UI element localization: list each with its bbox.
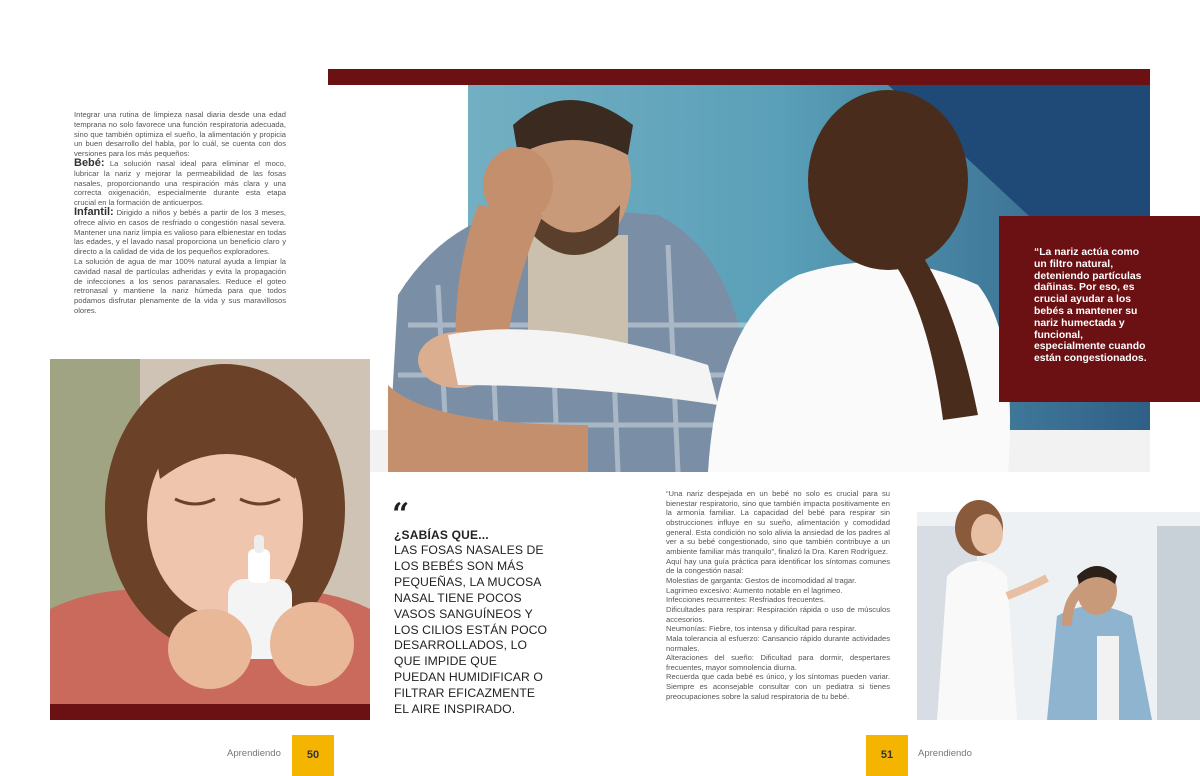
- right-text-block: [666, 489, 890, 701]
- page-number: 51: [880, 749, 894, 761]
- infantil-text: Dirigido a niños y bebés a partir de los 3 meses, ofrece alivio en casos de resfriado o congestión nasal severa. Mantener una nariz limpia es valioso para elbienestar en todas las edades, y el lavado nasal proporciona un beneficio claro y directo a la calidad de vida de los pequeños exploradores.: [74, 207, 286, 257]
- symptom-item: Alteraciones del sueño: Dificultad para dormir, despertares frecuentes, mayor somnolencia diurna.: [666, 653, 890, 672]
- symptom-item: Mala tolerancia al esfuerzo: Cansancio rápido durante actividades normales.: [666, 633, 890, 653]
- right-paragraph: “Una nariz despejada en un bebé no solo es crucial para su bienestar respiratorio, sino que también impacta positivamente en la armonía familiar. La capacidad del bebé para respirar sin obstrucciones influye en su sueño, alimentación y comodidad general. Esta condición no solo alivia la ansiedad de los padres al ver a su bebé congestionado, sino que también contribuye a un ambiente familiar más tranquilo”, finalizó la Dra. Karen Rodríguez.: [666, 489, 890, 556]
- symptom-item: Lagrimeo excesivo: Aumento notable en el lagrimeo.: [666, 585, 843, 595]
- did-you-know-title: ¿SABÍAS QUE...: [394, 528, 489, 542]
- bebe-paragraph: [74, 156, 286, 208]
- girl-photo-accent-bar: [50, 704, 370, 720]
- bebe-text: La solución nasal ideal para eliminar el moco, lubricar la nariz y mejorar la permeabilidad de las fosas nasales, proporcionando una respiración más clara y una correcta oxigenación, especialmente durante esta etapa crucial en la formación de anticuerpos.: [74, 158, 286, 208]
- intro-text-block: [74, 110, 286, 316]
- page-number-badge: [292, 735, 334, 776]
- symptom-item: Dificultades para respirar: Respiración rápida o uso de músculos accesorios.: [666, 604, 890, 624]
- did-you-know-text: LAS FOSAS NASALES DE LOS BEBÉS SON MÁS PEQUEÑAS, LA MUCOSA NASAL TIENE POCOS VASOS SANGUÍNEOS Y LOS CILIOS ESTÁN POCO DESARROLLADOS, LO QUE IMPIDE QUE PUEDAN HUMIDIFICAR O FILTRAR EFICAZMENTE EL AIRE INSPIRADO.: [394, 543, 548, 717]
- quote-mark-icon: “: [392, 497, 410, 532]
- intro-paragraph: Integrar una rutina de limpieza nasal diaria desde una edad temprana no solo favorece una función respiratoria adecuada, sino que también optimiza el sueño, la alimentación y propicia un buen desarrollo del habla, por lo cuál, se cuenta con dos versiones para los más pequeños:: [74, 110, 286, 159]
- page-number-badge: [866, 735, 908, 776]
- right-paragraph: Aquí hay una guía práctica para identificar los síntomas comunes de la congestión nasal:: [666, 556, 890, 576]
- pull-quote-text: “La nariz actúa como un filtro natural, deteniendo partículas dañinas. Por eso, es crucial ayudar a los bebés a mantener su nariz humectada y funcional, especialmente cuando están congestionados.: [1034, 247, 1147, 365]
- page-number: 50: [306, 749, 320, 761]
- girl-nasal-spray-photo: [50, 359, 370, 704]
- closing-paragraph: La solución de agua de mar 100% natural ayuda a limpiar la cavidad nasal de partículas adheridas y evita la propagación de infecciones a los senos paranasales. Reduce el goteo retronasal y mantiene la nariz húmeda para que todos podamos disfrutar plenamente de la vida y sus maravillosos olores.: [74, 256, 286, 315]
- right-paragraph: Recuerda que cada bebé es único, y los síntomas pueden variar. Siempre es aconsejable consultar con un pediatra si tienes preocupaciones sobre la salud respiratoria de tu bebé.: [666, 672, 890, 701]
- symptom-item: Infecciones recurrentes: Resfriados frecuentes.: [666, 595, 826, 605]
- top-accent-bar: [328, 69, 1150, 85]
- footer-section-label: Aprendiendo: [918, 748, 972, 759]
- infantil-label: Infantil:: [74, 205, 114, 218]
- symptom-item: Molestias de garganta: Gestos de incomodidad al tragar.: [666, 575, 857, 585]
- symptom-item: Neumonías: Fiebre, tos intensa y dificultad para respirar.: [666, 624, 857, 634]
- doctor-consult-photo: [917, 486, 1200, 720]
- bebe-label: Bebé:: [74, 156, 105, 169]
- footer-section-label: Aprendiendo: [227, 748, 281, 759]
- infantil-paragraph: [74, 205, 286, 257]
